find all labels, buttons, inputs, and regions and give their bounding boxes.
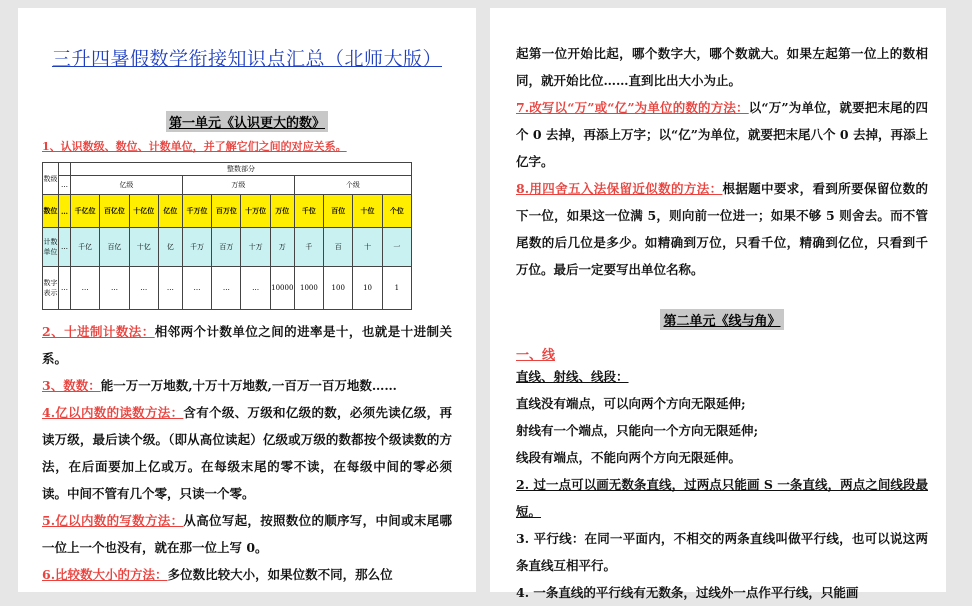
table-cell: 千 — [294, 228, 323, 267]
table-cell: 数级 — [43, 163, 59, 195]
point-lines-fact: 2. 过一点可以画无数条直线，过两点只能画 S 一条直线，两点之间线段最短。 — [516, 477, 928, 519]
table-cell: 万 — [270, 228, 294, 267]
table-cell: 个级 — [294, 176, 411, 195]
table-cell: 亿 — [158, 228, 182, 267]
table-cell: 数位 — [43, 195, 59, 228]
parallel-def: 3. 平行线：在同一平面内，不相交的两条直线叫做平行线，也可以说这两条直线互相平行。 — [516, 531, 928, 573]
table-cell: 百位 — [324, 195, 353, 228]
table-cell: 百亿 — [100, 228, 129, 267]
table-cell: 万级 — [182, 176, 294, 195]
table-cell: 1000 — [294, 267, 323, 310]
table-cell: 十万位 — [241, 195, 270, 228]
right-page — [490, 8, 946, 600]
table-row — [43, 267, 412, 310]
table-cell: 万位 — [270, 195, 294, 228]
table-cell: … — [241, 267, 270, 310]
table-cell: 10 — [353, 267, 382, 310]
table-cell: … — [182, 267, 211, 310]
item2: 2、十进制计数法：相邻两个计数单位之间的进率是十，也就是十进制关系。 — [42, 324, 452, 366]
item5: 5.亿以内数的写数方法：从高位写起，按照数位的顺序写，中间或末尾哪一位上一个也没有，就在那一位上写 0。 — [42, 513, 452, 555]
item3: 3、数数：能一万一万地数,十万十万地数,一百万一百万地数…… — [42, 378, 397, 393]
table-cell: … — [158, 267, 182, 310]
line-def: 直线没有端点，可以向两个方向无限延伸; — [516, 396, 746, 411]
table-cell: 千亿 — [71, 228, 100, 267]
table-cell: 百 — [324, 228, 353, 267]
item1-heading: 1、认识数级、数位、计数单位，并了解它们之间的对应关系。 — [42, 140, 347, 153]
table-cell: 十亿 — [129, 228, 158, 267]
table-cell: 数字表示 — [43, 267, 59, 310]
place-value-table — [42, 162, 412, 310]
table-cell: 十亿位 — [129, 195, 158, 228]
table-cell — [59, 163, 71, 176]
table-cell: 十万 — [241, 228, 270, 267]
table-cell: 百万 — [212, 228, 241, 267]
table-cell: 1 — [382, 267, 411, 310]
ray-def: 射线有一个端点，只能向一个方向无限延伸; — [516, 423, 759, 438]
table-cell: 个位 — [382, 195, 411, 228]
table-cell: … — [100, 267, 129, 310]
table-cell: 计数单位 — [43, 228, 59, 267]
segment-def: 线段有端点，不能向两个方向无限延伸。 — [516, 450, 742, 465]
table-cell: 10000 — [270, 267, 294, 310]
table-row — [43, 195, 412, 228]
table-cell: 整数部分 — [71, 163, 412, 176]
table-cell: … — [59, 195, 71, 228]
table-cell: 千位 — [294, 195, 323, 228]
table-cell: 亿位 — [158, 195, 182, 228]
item8: 8.用四舍五入法保留近似数的方法：根据题中要求，看到所要保留位数的下一位，如果这一位满 5，则向前一位进一；如果不够 5 则舍去。而不管尾数的后几位是多少。如精确到万位，只看千位，精确到亿位，只看到千万位。最后一定要写出单位名称。 — [516, 181, 928, 277]
item4: 4.亿以内数的读数方法：含有个级、万级和亿级的数，必须先读亿级，再读万级，最后读个级。（即从高位读起）亿级或万级的数都按个级读数的方法，在后面要加上亿或万。在每级末尾的零不读，在每级中间的零必须读。中间不管有几个零，只读一个零。 — [42, 405, 452, 501]
table-cell: … — [59, 267, 71, 310]
item7: 7.改写以“万”或“亿”为单位的数的方法：以“万”为单位，就要把末尾的四个 0 去掉，再添上万字；以“亿”为单位，就要把末尾八个 0 去掉，再添上亿字。 — [516, 100, 929, 169]
table-cell: 千万 — [182, 228, 211, 267]
table-cell: 亿级 — [71, 176, 183, 195]
table-cell: … — [59, 176, 71, 195]
unit2-heading: 第二单元《线与角》 — [516, 309, 928, 330]
left-page — [18, 8, 476, 592]
table-cell: … — [129, 267, 158, 310]
table-cell: 十位 — [353, 195, 382, 228]
item6-continued: 起第一位开始比起，哪个数字大，哪个数就大。如果左起第一位上的数相同，就开始比位……直到比出大小为止。 — [516, 46, 928, 88]
table-cell: … — [59, 228, 71, 267]
table-cell: 一 — [382, 228, 411, 267]
lines-heading: 直线、射线、线段： — [516, 369, 629, 384]
unit1-heading: 第一单元《认识更大的数》 — [42, 111, 452, 132]
document-title[interactable]: 三升四暑假数学衔接知识点汇总（北师大版） — [51, 48, 442, 70]
table-row — [43, 176, 412, 195]
table-cell: 百亿位 — [100, 195, 129, 228]
table-row — [43, 228, 412, 267]
table-cell: … — [71, 267, 100, 310]
table-row — [43, 163, 412, 176]
table-cell: 百万位 — [212, 195, 241, 228]
parallel-count: 4. 一条直线的平行线有无数条，过线外一点作平行线，只能画 — [516, 585, 859, 600]
table-cell: … — [212, 267, 241, 310]
table-cell: 千亿位 — [71, 195, 100, 228]
item6: 6.比较数大小的方法：多位数比较大小，如果位数不同，那么位 — [42, 567, 393, 582]
section-lines-heading: 一、线 — [516, 348, 556, 363]
table-cell: 十 — [353, 228, 382, 267]
table-cell: 千万位 — [182, 195, 211, 228]
table-cell: 100 — [324, 267, 353, 310]
